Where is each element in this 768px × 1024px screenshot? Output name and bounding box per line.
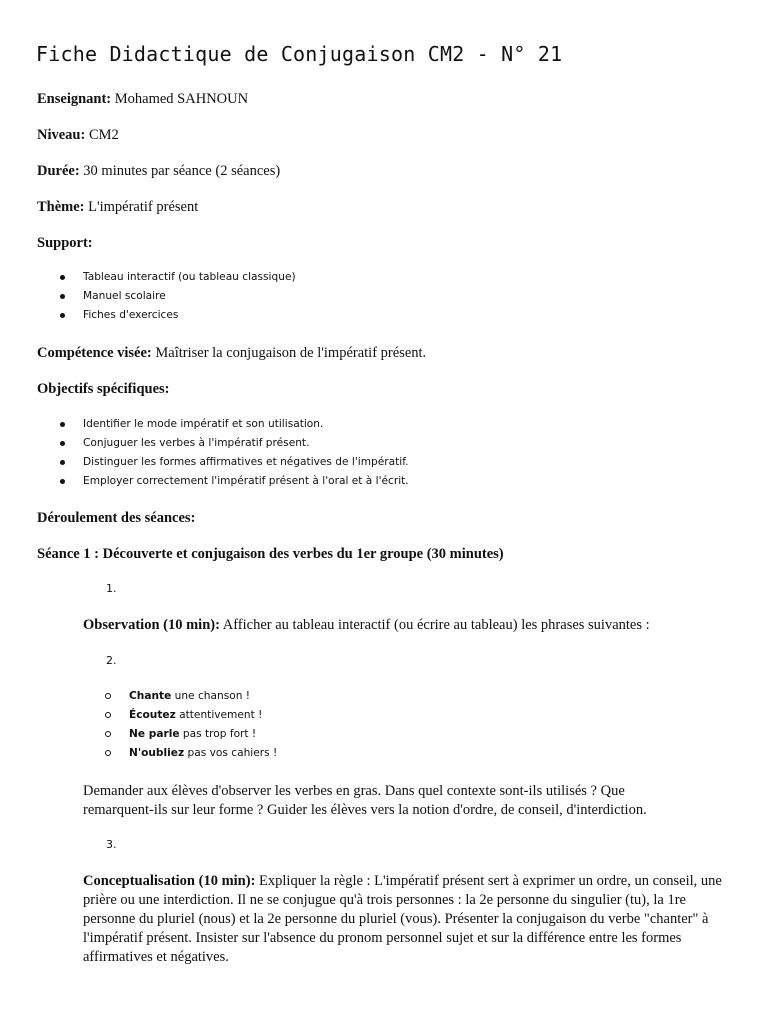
list-item: N'oubliez pas vos cahiers ! xyxy=(104,744,277,763)
list-item: Ne parle pas trop fort ! xyxy=(104,725,277,744)
field-teacher-label: Enseignant: xyxy=(37,91,112,107)
list-item: Écoutez attentivement ! xyxy=(104,706,277,725)
field-duration xyxy=(37,161,280,181)
field-level-label: Niveau: xyxy=(37,127,86,143)
field-duration-value: 30 minutes par séance (2 séances) xyxy=(83,163,281,179)
seance1-heading: Séance 1 : Découverte et conjugaison des verbes du 1er groupe (30 minutes) xyxy=(37,546,504,562)
field-competence xyxy=(37,343,426,363)
demand-line: Demander aux élèves d'observer les verbes en gras. Dans quel contexte sont-ils utilisés ? Que xyxy=(83,783,625,799)
step-number: 1. xyxy=(106,582,117,595)
field-teacher-value: Mohamed SAHNOUN xyxy=(114,91,249,107)
observation-paragraph xyxy=(83,616,650,635)
field-level-value: CM2 xyxy=(88,127,119,143)
field-competence-value: Maîtriser la conjugaison de l'impératif présent. xyxy=(155,345,427,361)
list-item: Manuel scolaire xyxy=(58,287,296,306)
observation-label: Observation (10 min): xyxy=(83,617,220,633)
field-level xyxy=(37,125,119,145)
objectives-heading: Objectifs spécifiques: xyxy=(37,381,170,397)
support-list xyxy=(58,268,296,325)
list-item: Tableau interactif (ou tableau classique) xyxy=(58,268,296,287)
list-item: Distinguer les formes affirmatives et négatives de l'impératif. xyxy=(58,453,409,472)
field-theme xyxy=(37,197,198,217)
concept-text: Expliquer la règle : L'impératif présent sert à exprimer un ordre, un conseil, une prière ou une interdiction. Il ne se conjugue qu'à trois personnes : la 2e personne du singulier (tu), la 1re personne du pluriel (nous) et la 2e personne du pluriel (vous). Présenter la conjugaison du verbe "chanter" à l'impératif présent. Insister sur l'absence du pronom personnel sujet et sur la différence entre les formes affirmatives et négatives. xyxy=(83,873,722,965)
examples-list xyxy=(104,687,277,763)
field-support-label: Support: xyxy=(37,235,93,251)
demand-paragraph xyxy=(83,782,647,820)
concept-label: Conceptualisation (10 min): xyxy=(83,873,256,889)
field-duration-label: Durée: xyxy=(37,163,80,179)
deroulement-heading: Déroulement des séances: xyxy=(37,510,196,526)
page-title: Fiche Didactique de Conjugaison CM2 - N° 21 xyxy=(36,42,563,66)
observation-text: Afficher au tableau interactif (ou écrire au tableau) les phrases suivantes : xyxy=(222,617,650,633)
step-number: 2. xyxy=(106,654,117,667)
list-item: Fiches d'exercices xyxy=(58,306,296,325)
list-item: Conjuguer les verbes à l'impératif présent. xyxy=(58,434,409,453)
field-competence-label: Compétence visée: xyxy=(37,345,152,361)
step-number: 3. xyxy=(106,838,117,851)
field-theme-value: L'impératif présent xyxy=(88,199,199,215)
field-support xyxy=(37,233,93,253)
field-theme-label: Thème: xyxy=(37,199,85,215)
conceptualisation-paragraph xyxy=(83,872,731,967)
objectives-list xyxy=(58,415,409,491)
field-teacher xyxy=(37,89,248,109)
list-item: Employer correctement l'impératif présent à l'oral et à l'écrit. xyxy=(58,472,409,491)
list-item: Identifier le mode impératif et son utilisation. xyxy=(58,415,409,434)
list-item: Chante une chanson ! xyxy=(104,687,277,706)
demand-line: remarquent-ils sur leur forme ? Guider les élèves vers la notion d'ordre, de conseil, d'interdiction. xyxy=(83,802,647,818)
